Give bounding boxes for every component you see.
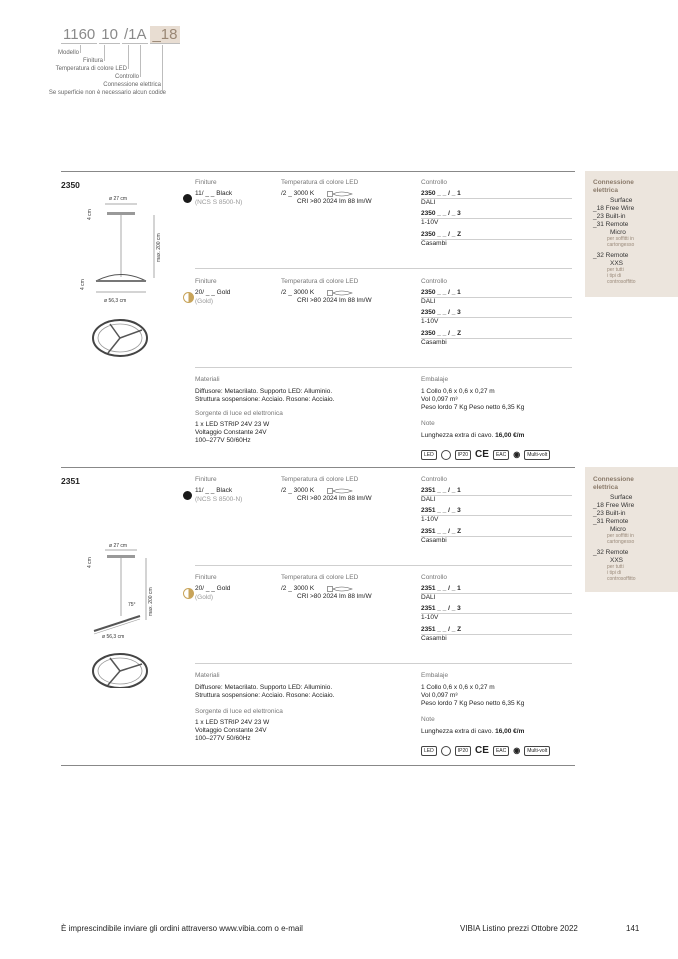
ctrl-code-z: 2350 _ _ / _ Z [421,330,572,339]
pack-2: Vol 0,097 m³ [421,396,458,403]
finish-gold: 20/ _ _ Gold [195,289,231,296]
legend-modello: Modello [57,50,79,56]
ctrl-110: 1-10V [421,614,439,621]
pack-1: 1 Collo 0,6 x 0,6 x 0,27 m [421,388,495,395]
code-model: 1160 [63,26,96,43]
materiali-2: Struttura sospensione: Acciaio. Rosone: Acciaio. [195,692,335,699]
conn-surface: Surface [610,197,633,204]
note-label: Note [421,420,435,427]
sorgente-2: Voltaggio Constante 24V [195,727,267,734]
svg-text:max. 200 cm: max. 200 cm [156,233,162,262]
cable-icon [327,586,353,593]
legend-connessione: Connessione elettrica [103,82,161,88]
note-label: Note [421,716,435,723]
conn-xxs: XXS [610,260,624,267]
cert-row [421,745,550,756]
pack-1: 1 Collo 0,6 x 0,6 x 0,27 m [421,684,495,691]
temp-spec: CRI >80 2024 lm 88 lm/W [297,198,372,205]
ip20-cert: IP20 [455,746,471,756]
ctrl-110: 1-10V [421,516,439,523]
materiali-1: Diffusore: Metacrilato. Supporto LED: Alluminio. [195,388,333,395]
legend-controllo: Controllo [114,74,139,80]
finiture-label: Finiture [195,179,217,186]
section-code-2351: 2351 [61,476,80,486]
ctrl-code-3: 2351 _ _ / _ 3 [421,605,572,614]
ctrl-casambi: Casambi [421,339,447,346]
controllo-label: Controllo [421,574,448,581]
ctrl-code-z: 2351 _ _ / _ Z [421,626,572,635]
materiali-1: Diffusore: Metacrilato. Supporto LED: Alluminio. [195,684,333,691]
pack-3: Peso lordo 7 Kg Peso netto 6,35 Kg [421,700,525,707]
ctrl-code-3: 2351 _ _ / _ 3 [421,507,572,516]
svg-text:4 cm: 4 cm [87,209,93,220]
embalaje-label: Embalaje [421,376,449,383]
finish-black: 11/ _ _ Black [195,190,233,197]
ctrl-casambi: Casambi [421,240,447,247]
dimmer-icon: ◉ [513,450,521,459]
page-number: 141 [626,924,640,933]
conn-micro: Micro [610,526,626,533]
black-swatch [183,194,192,203]
finiture-label: Finiture [195,278,217,285]
sorgente-3: 100–277V 50/60Hz [195,735,251,742]
lamp-drawing-2350 [80,190,190,360]
conn-micro: Micro [610,229,626,236]
led-cert: LED [421,746,437,756]
code-temp: /1A [123,26,147,43]
temp-spec: CRI >80 2024 lm 88 lm/W [297,593,372,600]
connessione-label: Connessione elettrica [593,179,634,194]
pack-2: Vol 0,097 m³ [421,692,458,699]
temp-code: /2 _ 3000 K [281,289,315,296]
finish-gold: 20/ _ _ Gold [195,585,231,592]
ce-mark: CE [475,745,489,756]
ctrl-casambi: Casambi [421,635,447,642]
conn-sub-2: cartongesso [607,242,635,248]
dim-top-text: ø 27 cm [109,196,128,202]
sorgente-1: 1 x LED STRIP 24V 23 W [195,421,270,428]
svg-text:4 cm: 4 cm [87,557,93,568]
code-connection: _18 [152,26,178,43]
ctrl-code-3: 2350 _ _ / _ 3 [421,210,572,219]
cert-row [421,449,550,460]
connessione-label: Connessione elettrica [593,476,634,491]
ip20-cert: IP20 [455,450,471,460]
finish-black-ncs: (NCS S 8500-N) [195,496,243,503]
ce-mark: CE [475,449,489,460]
temp-label: Temperatura di colore LED [281,278,359,285]
temp-spec: CRI >80 2024 lm 88 lm/W [297,297,372,304]
conn-xxs: XXS [610,557,624,564]
ctrl-110: 1-10V [421,219,439,226]
conn-32: _32 Remote [593,549,629,556]
svg-text:75°: 75° [128,602,136,608]
ctrl-code-1: 2350 _ _ / _ 1 [421,190,572,199]
cable-icon [327,191,353,198]
pack-3: Peso lordo 7 Kg Peso netto 6,35 Kg [421,404,525,411]
conn-sub-3: per tutti [607,564,624,570]
svg-text:ø 56,3 cm: ø 56,3 cm [104,298,127,304]
conn-sub-5: controsoffitto [607,279,636,285]
conn-32: _32 Remote [593,252,629,259]
temp-code: /2 _ 3000 K [281,487,315,494]
eac-cert: EAC [493,450,509,460]
sorgente-label: Sorgente di luce ed elettronica [195,708,283,715]
ctrl-110: 1-10V [421,318,439,325]
ctrl-code-z: 2350 _ _ / _ Z [421,231,572,240]
conn-sub-1: per soffitti in [607,533,634,539]
finish-gold-sub: (Gold) [195,594,214,601]
black-swatch [183,491,192,500]
cable-icon [327,488,353,495]
finiture-label: Finiture [195,476,217,483]
footer-order-note: È imprescindibile inviare gli ordini attraverso www.vibia.com o e-mail [61,924,303,933]
dimmer-icon: ◉ [513,746,521,755]
ctrl-casambi: Casambi [421,537,447,544]
svg-text:max. 200 cm: max. 200 cm [148,587,154,616]
ctrl-code-1: 2350 _ _ / _ 1 [421,289,572,298]
embalaje-label: Embalaje [421,672,449,679]
gold-swatch [183,292,194,303]
gold-swatch [183,588,194,599]
eac-cert: EAC [493,746,509,756]
conn-sub-4: i tipi di [607,273,622,279]
ground-icon [441,450,451,460]
cable-icon [327,290,353,297]
svg-text:ø 27 cm: ø 27 cm [109,543,128,549]
ctrl-code-1: 2351 _ _ / _ 1 [421,585,572,594]
svg-text:ø 56,3 cm: ø 56,3 cm [102,634,125,640]
conn-18: _18 Free Wire [593,205,635,212]
note-text: Lunghezza extra di cavo. 16,00 €/m [421,432,525,439]
conn-sub-3: per tutti [607,267,624,273]
sorgente-2: Voltaggio Constante 24V [195,429,267,436]
ctrl-code-1: 2351 _ _ / _ 1 [421,487,572,496]
note-text: Lunghezza extra di cavo. 16,00 €/m [421,728,525,735]
finish-black-ncs: (NCS S 8500-N) [195,199,243,206]
materiali-label: Materiali [195,376,220,383]
sorgente-label: Sorgente di luce ed elettronica [195,410,283,417]
temp-code: /2 _ 3000 K [281,190,315,197]
finish-gold-sub: (Gold) [195,298,214,305]
conn-surface: Surface [610,494,633,501]
ctrl-dali: DALI [421,594,436,601]
model-code [61,26,182,44]
conn-sub-2: cartongesso [607,539,635,545]
temp-label: Temperatura di colore LED [281,476,359,483]
legend-finitura: Finitura [82,58,103,64]
materiali-label: Materiali [195,672,220,679]
controllo-label: Controllo [421,278,448,285]
temp-label: Temperatura di colore LED [281,179,359,186]
multivolt-cert: Multi-volt [524,450,550,460]
conn-18: _18 Free Wire [593,502,635,509]
ctrl-dali: DALI [421,199,436,206]
code-finish: 10 [101,26,118,43]
temp-spec: CRI >80 2024 lm 88 lm/W [297,495,372,502]
legend-superficie: Se superficie non è necessario alcun codice [48,90,166,96]
ctrl-code-3: 2350 _ _ / _ 3 [421,309,572,318]
finiture-label: Finiture [195,574,217,581]
footer-brand: VIBIA Listino prezzi Ottobre 2022 [460,924,578,933]
conn-23: _23 Built-in [593,510,626,517]
conn-31: _31 Remote [593,518,629,525]
conn-sub-5: controsoffitto [607,576,636,582]
conn-sub-4: i tipi di [607,570,622,576]
controllo-label: Controllo [421,476,448,483]
conn-sub-1: per soffitti in [607,236,634,242]
sorgente-1: 1 x LED STRIP 24V 23 W [195,719,270,726]
svg-text:4 cm: 4 cm [80,279,86,290]
ctrl-code-z: 2351 _ _ / _ Z [421,528,572,537]
section-code-2350: 2350 [61,180,80,190]
ground-icon [441,746,451,756]
ctrl-dali: DALI [421,496,436,503]
conn-31: _31 Remote [593,221,629,228]
controllo-label: Controllo [421,179,448,186]
conn-23: _23 Built-in [593,213,626,220]
materiali-2: Struttura sospensione: Acciaio. Rosone: Acciaio. [195,396,335,403]
legend-temp: Temperatura di colore LED [55,66,127,72]
temp-code: /2 _ 3000 K [281,585,315,592]
lamp-drawing-2351 [80,538,190,688]
ctrl-dali: DALI [421,298,436,305]
temp-label: Temperatura di colore LED [281,574,359,581]
multivolt-cert: Multi-volt [524,746,550,756]
led-cert: LED [421,450,437,460]
sorgente-3: 100–277V 50/60Hz [195,437,251,444]
finish-black: 11/ _ _ Black [195,487,233,494]
